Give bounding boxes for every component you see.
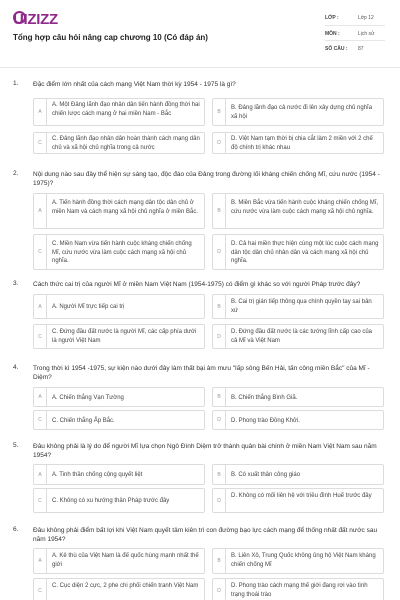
question-text: Đâu không phải là lý do để người Mĩ lựa chọn Ngô Đình Diệm trở thành quân bài chính ở miền Nam Việt Nam sau năm 1954? (33, 443, 377, 459)
meta-class-label: LỚP : (325, 15, 339, 21)
option-text: C. Chiến thắng Ấp Bắc. (52, 418, 115, 424)
option-a[interactable] (33, 464, 205, 485)
option-c[interactable] (33, 234, 205, 270)
quizizz-logo (13, 11, 58, 28)
option-text: B. Có xuất thân công giáo (231, 472, 301, 478)
question-number: 5. (13, 442, 19, 449)
option-c[interactable] (33, 578, 205, 600)
meta-class-value: Lớp 12 (358, 15, 374, 21)
option-letter: D (217, 588, 221, 594)
option-d[interactable] (212, 132, 384, 154)
meta-count-value: 87 (358, 46, 364, 52)
option-c[interactable] (33, 324, 205, 349)
option-letter: A (38, 303, 42, 310)
option-a[interactable] (33, 98, 205, 126)
question-number: 4. (13, 364, 19, 371)
option-letter: A (38, 109, 42, 115)
option-text: C. Đảng lãnh đạo nhân dân hoàn thành cách mạng dân chủ và xã hội chủ nghĩa trong cả nước (52, 136, 200, 151)
option-letter: B (217, 303, 221, 310)
meta-subject-row (325, 26, 385, 42)
option-letter: B (217, 109, 221, 115)
meta-subject-value: Lịch sử (358, 30, 375, 37)
option-text: B. Đảng lãnh đạo cả nước đi lên xây dựng chủ nghĩa xã hội (231, 105, 373, 120)
question-number: 3. (13, 280, 19, 287)
option-text: A. Chiến thắng Vạn Tường (52, 395, 124, 401)
meta-subject-label: MÔN : (325, 30, 340, 37)
meta-count-label: SỐ CÂU : (325, 46, 348, 52)
option-letter: D (217, 140, 221, 146)
option-text: C. Cục diện 2 cực, 2 phe chi phối chiến tranh Việt Nam (52, 583, 199, 589)
option-letter: C (38, 417, 42, 423)
option-letter: A (38, 208, 42, 214)
option-text: D. Việt Nam tạm thời bị chia cắt làm 2 miền với 2 chế độ chính trị khác nhau (231, 136, 373, 151)
option-c[interactable] (33, 132, 205, 154)
meta-count-row (325, 41, 385, 57)
option-b[interactable] (212, 98, 384, 126)
worksheet-meta (325, 10, 385, 57)
option-text: D. Phong trào cách mạng thế giới đang rơi vào tình trạng thoái trào (231, 583, 368, 598)
worksheet-header (0, 0, 400, 68)
option-d[interactable] (212, 234, 384, 270)
document-title: Tổng hợp câu hỏi nâng cap chương 10 (Có đáp án) (13, 33, 208, 42)
question-text: Đặc điểm lớn nhất của cách mạng Việt Nam thời kỳ 1954 - 1975 là gì? (33, 81, 236, 88)
question-number: 6. (13, 526, 19, 533)
logo-q-mark-icon (13, 11, 26, 24)
option-text: D. Không có mối liên hệ với triều đình Huế trước đây (231, 493, 372, 499)
option-b[interactable] (212, 548, 384, 574)
option-text: D. Phong trào Đồng Khởi. (231, 418, 300, 424)
option-text: A. Kẻ thù của Việt Nam là đế quốc hùng mạnh nhất thế giới (52, 553, 199, 568)
option-letter: A (38, 471, 42, 478)
option-letter: D (217, 417, 221, 423)
option-letter: B (217, 208, 221, 214)
option-text: B. Liên Xô, Trung Quốc không ủng hộ Việt Nam kháng chiến chống Mĩ (231, 553, 376, 568)
option-text: A. Người Mĩ trực tiếp cai trị (52, 304, 125, 310)
logo-text: UIZIZZ (13, 11, 58, 28)
option-b[interactable] (212, 193, 384, 229)
option-letter: D (217, 497, 221, 504)
option-letter: D (217, 333, 221, 340)
option-letter: C (38, 140, 42, 146)
option-letter: A (38, 558, 42, 564)
option-d[interactable] (212, 324, 384, 349)
option-text: A. Một Đảng lãnh đạo nhân dân tiến hành đồng thời hai chiến lược cách mạng ở hai miền Nam - Bắc (52, 102, 200, 117)
option-letter: C (38, 588, 42, 594)
option-b[interactable] (212, 387, 384, 407)
option-a[interactable] (33, 294, 205, 319)
option-d[interactable] (212, 578, 384, 600)
option-letter: C (38, 497, 42, 504)
question-text: Trong thời kì 1954 -1975, sự kiện nào dưới đây làm thất bại âm mưu "lấp sông Bến Hải, tấn công miền Bắc" của Mĩ - Diệm? (33, 365, 370, 381)
question-text: Cách thức cai trị của người Mĩ ở miền Nam Việt Nam (1954-1975) có điểm gì khác so với người Pháp trước đây? (33, 281, 361, 288)
option-b[interactable] (212, 464, 384, 485)
option-b[interactable] (212, 294, 384, 319)
option-text: B. Miền Bắc vừa tiến hành cuộc kháng chiến chống Mĩ, cứu nước vừa làm cuộc cách mạng xã hội chủ nghĩa. (231, 200, 379, 215)
option-d[interactable] (212, 410, 384, 430)
option-a[interactable] (33, 548, 205, 574)
option-c[interactable] (33, 488, 205, 513)
option-text: B. Cai trị gián tiếp thông qua chính quyền tay sai bản xứ (231, 299, 372, 314)
question-text: Đâu không phải điểm bất lợi khi Việt Nam quyết tâm kiên trì con đường bạo lực cách mạng để thống nhất đất nước sau năm 1954? (33, 527, 378, 543)
option-c[interactable] (33, 410, 205, 430)
option-text: A. Tiến hành đồng thời cách mạng dân tộc dân chủ ở miền Nam và cách mạng xã hội chủ nghĩa ở miền Bắc. (52, 200, 199, 215)
option-text: C. Không có xu hướng thân Pháp trước đây (52, 498, 170, 504)
option-letter: A (38, 394, 42, 400)
option-text: D. Đứng đầu đất nước là các tướng lĩnh cấp cao của cả Mĩ và Việt Nam (231, 329, 372, 344)
option-a[interactable] (33, 387, 205, 407)
option-text: A. Tinh thần chống cộng quyết liệt (52, 472, 143, 478)
option-d[interactable] (212, 488, 384, 513)
option-letter: C (38, 333, 42, 340)
meta-class-row (325, 10, 385, 26)
question-number: 2. (13, 170, 19, 177)
option-text: B. Chiến thắng Bình Giã. (231, 395, 298, 401)
option-letter: B (217, 558, 221, 564)
option-text: D. Cả hai miền thực hiện cùng một lúc cuộc cách mạng dân tộc dân chủ nhân dân và cách mạng xã hội chủ nghĩa. (231, 241, 379, 264)
option-letter: B (217, 394, 221, 400)
option-a[interactable] (33, 193, 205, 229)
question-number: 1. (13, 80, 19, 87)
question-text: Nội dung nào sau đây thể hiện sự sáng tạo, độc đáo của Đảng trong đường lối kháng chiến chống Mĩ, cứu nước (1954 - 1975)? (33, 171, 380, 187)
option-text: C. Miền Nam vừa tiến hành cuộc kháng chiến chống Mĩ, cứu nước vừa làm cuộc cách mạng xã hội chủ nghĩa. (52, 241, 192, 264)
option-text: C. Đứng đầu đất nước là người Mĩ, các cấp phía dưới là người Việt Nam (52, 329, 197, 344)
option-letter: C (38, 249, 42, 255)
option-letter: B (217, 471, 221, 478)
option-letter: D (217, 249, 221, 255)
